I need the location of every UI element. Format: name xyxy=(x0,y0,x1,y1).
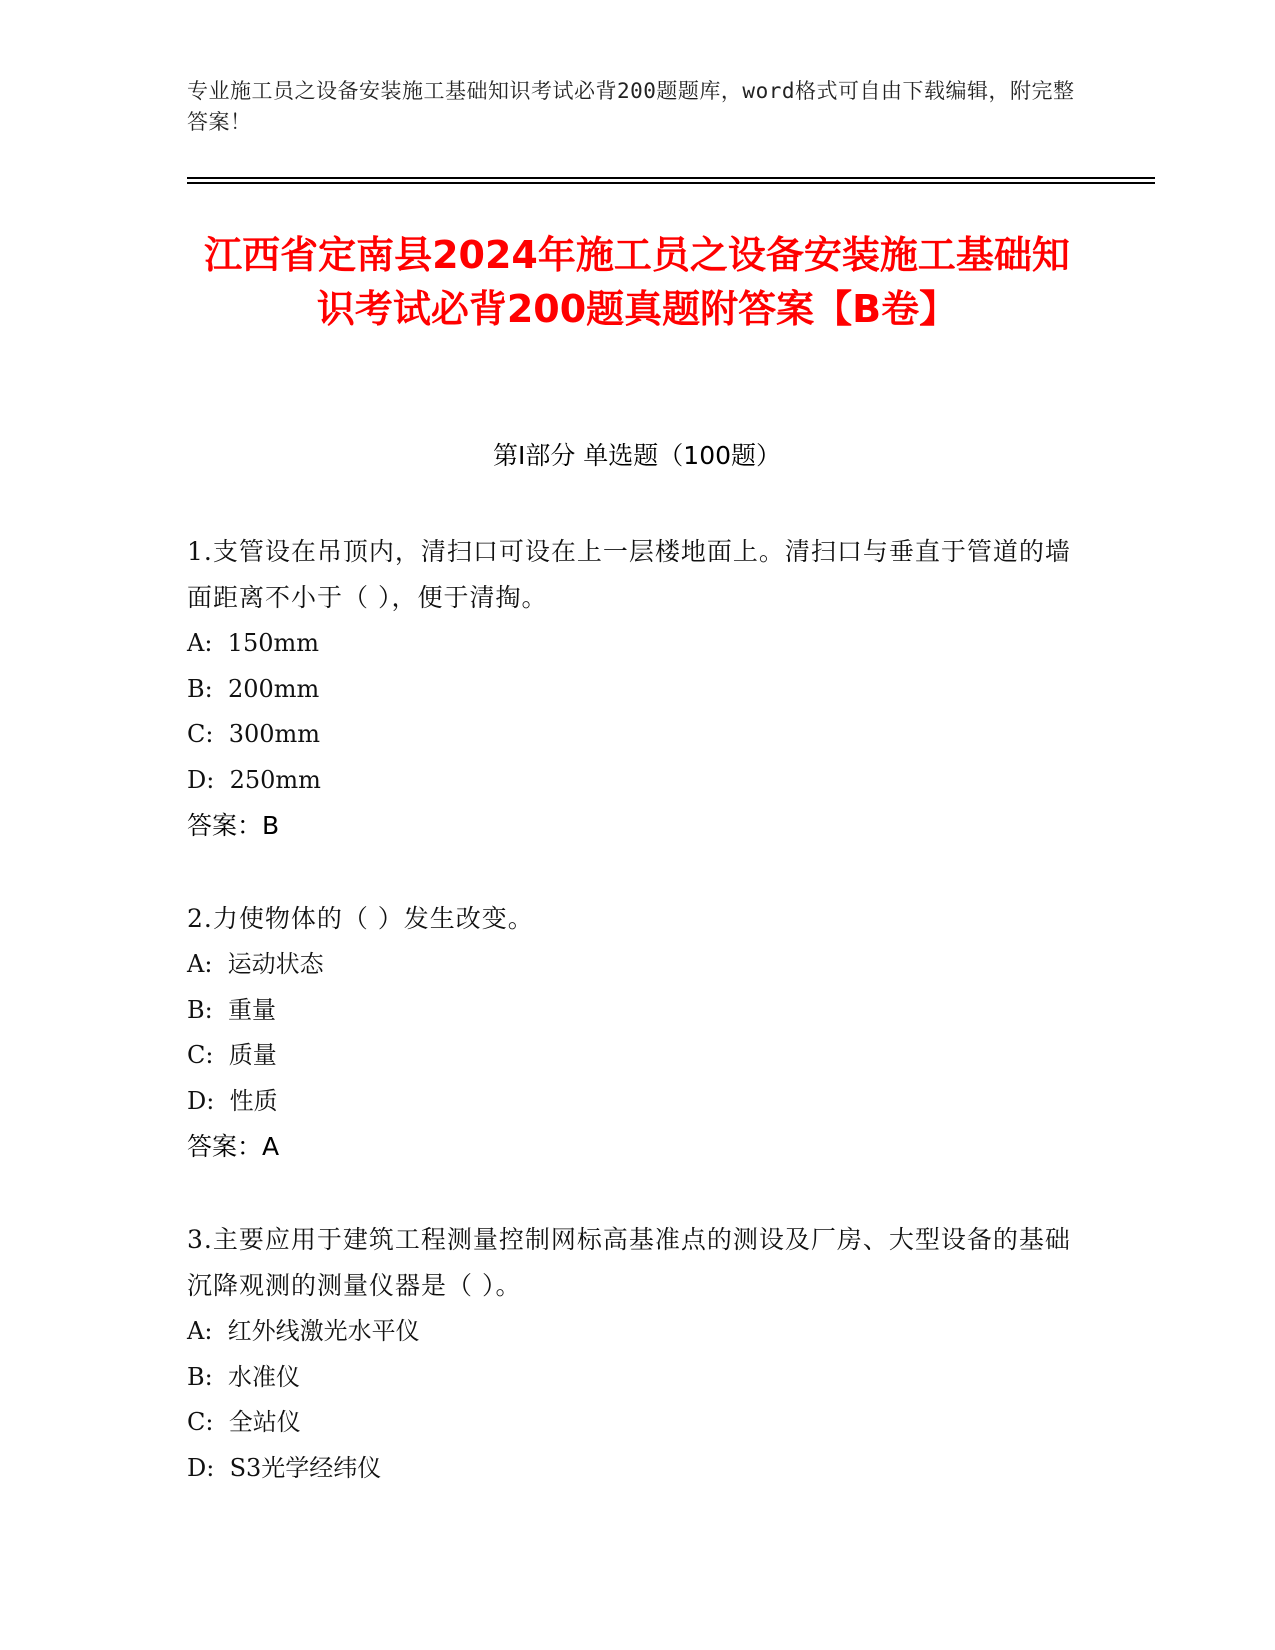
option-a: A: 150mm xyxy=(187,629,319,657)
option-a: A: 运动状态 xyxy=(187,950,324,978)
answer: 答案：A xyxy=(187,1132,280,1161)
question-1 xyxy=(187,529,1087,849)
option-b: B: 200mm xyxy=(187,674,320,703)
question-3 xyxy=(187,1217,1087,1491)
header-note: 专业施工员之设备安装施工基础知识考试必背200题题库，word格式可自由下载编辑，附完整答案！ xyxy=(187,79,1075,134)
document-title: 江西省定南县2024年施工员之设备安装施工基础知识考试必背200题真题附答案【B卷】 xyxy=(204,233,1070,331)
option-b: B: 水准仪 xyxy=(187,1362,300,1391)
option-c: C: 全站仪 xyxy=(187,1408,301,1436)
option-c: C: 质量 xyxy=(187,1041,277,1069)
option-d: D: 250mm xyxy=(187,765,321,794)
option-d: D: S3光学经纬仪 xyxy=(187,1453,382,1482)
option-b: B: 重量 xyxy=(187,995,276,1024)
question-stem: 1.支管设在吊顶内，清扫口可设在上一层楼地面上。清扫口与垂直于管道的墙面距离不小于（ ），便于清掏。 xyxy=(187,537,1071,612)
section-title: 第I部分 单选题（100题） xyxy=(492,441,782,470)
question-stem: 3.主要应用于建筑工程测量控制网标高基准点的测设及厂房、大型设备的基础沉降观测的测量仪器是（ ）。 xyxy=(187,1225,1071,1300)
option-a: A: 红外线激光水平仪 xyxy=(187,1317,420,1345)
option-c: C: 300mm xyxy=(187,720,321,748)
question-stem: 2.力使物体的（ ）发生改变。 xyxy=(187,904,534,933)
question-list xyxy=(187,529,1087,1538)
answer: 答案：B xyxy=(187,811,280,840)
header-divider-bottom xyxy=(187,182,1155,184)
option-d: D: 性质 xyxy=(187,1086,278,1115)
header-divider-top xyxy=(187,177,1155,179)
question-2 xyxy=(187,896,1087,1170)
